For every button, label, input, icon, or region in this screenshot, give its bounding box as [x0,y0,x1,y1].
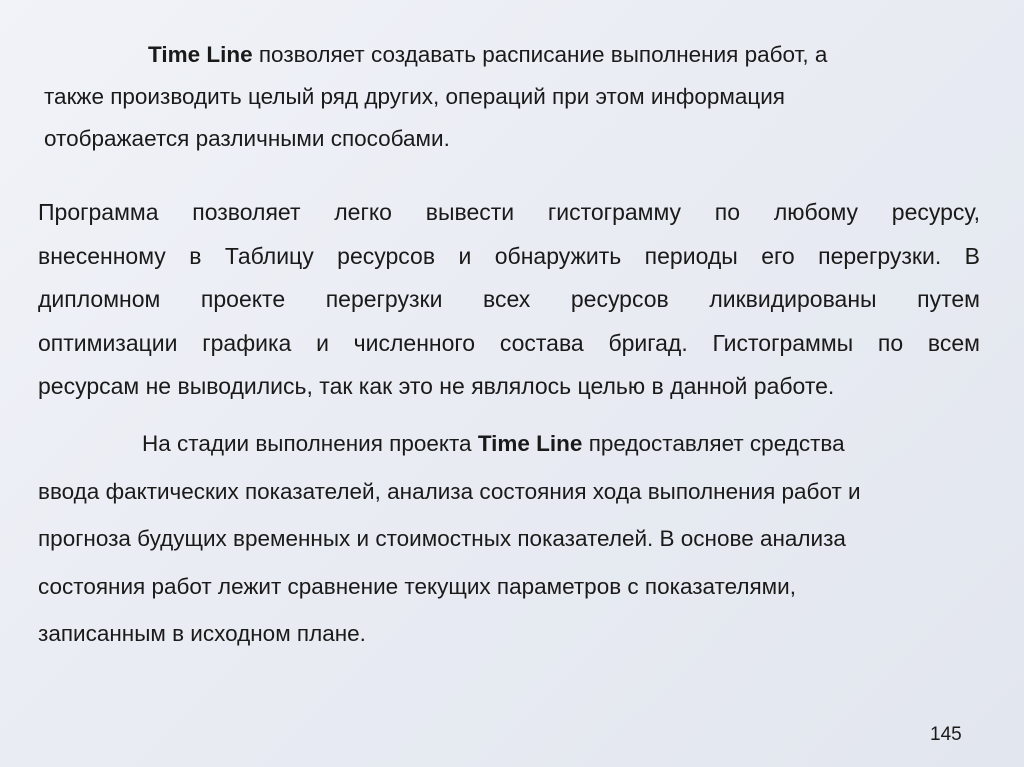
paragraph-intro-line-1 [40,34,940,76]
paragraph-intro-line-3: отображается различными способами. [44,126,450,151]
paragraph-execution-line-1 [38,420,980,468]
product-name: Time Line [477,431,583,456]
paragraph-intro-line-2: также производить целый ряд других, операций при этом информация [44,84,785,109]
paragraph-intro [40,34,940,160]
paragraph-execution [38,420,980,658]
paragraph-histogram-line: дипломном проекте перегрузки всех ресурсов ликвидированы путем [38,286,980,312]
product-name: Time Line [148,42,253,67]
paragraph-intro-text: позволяет создавать расписание выполнения работ, а [252,42,828,67]
paragraph-execution-tail: предоставляет средства [582,431,845,456]
paragraph-execution-lead: На стадии выполнения проекта [142,431,478,456]
paragraph-histogram-line: внесенному в Таблицу ресурсов и обнаружить периоды его перегрузки. В [38,242,980,269]
paragraph-histogram-line: ресурсам не выводились, так как это не являлось целью в данной работе. [38,373,835,399]
page-number: 145 [930,724,962,745]
paragraph-execution-line: записанным в исходном плане. [38,621,366,646]
paragraph-histogram-line: Программа позволяет легко вывести гистограмму по любому ресурсу, [38,199,980,225]
paragraph-execution-line: прогноза будущих временных и стоимостных показателей. В основе анализа [38,526,846,551]
paragraph-histogram [38,191,980,409]
paragraph-execution-line: ввода фактических показателей, анализа состояния хода выполнения работ и [38,478,861,504]
paragraph-histogram-line: оптимизации графика и численного состава бригад. Гистограммы по всем [38,329,980,356]
paragraph-execution-line: состояния работ лежит сравнение текущих параметров с показателями, [38,573,796,599]
